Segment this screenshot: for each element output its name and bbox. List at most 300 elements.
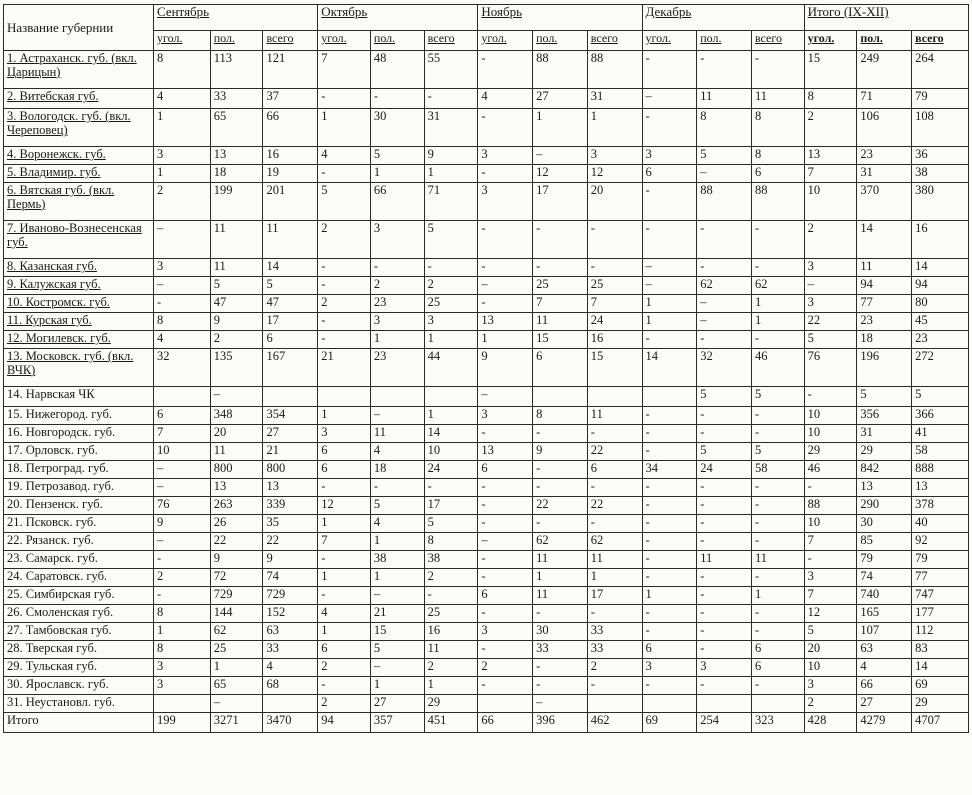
value-cell: 3 [804,677,857,695]
table-row [4,659,969,677]
value-cell: - [642,51,697,89]
value-cell: 76 [804,349,857,387]
table-row [4,479,969,497]
value-cell: - [697,587,752,605]
value-cell: 6 [263,331,318,349]
value-cell: - [697,641,752,659]
value-cell: 1 [318,623,371,641]
value-cell: – [642,277,697,295]
value-cell: - [751,677,804,695]
value-cell: - [370,479,424,497]
value-cell: - [642,331,697,349]
value-cell: 11 [587,407,642,425]
value-cell: - [478,641,533,659]
subheader-cell: всего [424,31,478,51]
value-cell: 2 [478,659,533,677]
value-cell: 8 [154,313,211,331]
province-name: 18. Петроград. губ. [4,461,154,479]
value-cell: 1 [370,533,424,551]
value-cell: 22 [533,497,588,515]
province-name: 28. Тверская губ. [4,641,154,659]
value-cell: 747 [912,587,969,605]
province-name: 13. Московск. губ. (вкл. ВЧК) [4,349,154,387]
value-cell: 4 [263,659,318,677]
value-cell: 11 [370,425,424,443]
value-cell: 1 [154,623,211,641]
value-cell: 21 [263,443,318,461]
table-row [4,259,969,277]
value-cell: 199 [154,713,211,733]
value-cell: 88 [751,183,804,221]
value-cell: 5 [370,147,424,165]
value-cell: 44 [424,349,478,387]
value-cell: 18 [857,331,912,349]
value-cell: 29 [424,695,478,713]
value-cell: 58 [912,443,969,461]
value-cell: - [697,605,752,623]
value-cell: 66 [370,183,424,221]
value-cell: 428 [804,713,857,733]
value-cell: 135 [210,349,263,387]
subheader-cell: угол. [154,31,211,51]
value-cell: 62 [533,533,588,551]
value-cell: – [478,387,533,407]
province-name: 23. Самарск. губ. [4,551,154,569]
value-cell: 11 [263,221,318,259]
value-cell: - [478,425,533,443]
value-cell: 24 [424,461,478,479]
value-cell: 3271 [210,713,263,733]
value-cell: 2 [587,659,642,677]
value-cell: 1 [318,515,371,533]
province-name: 20. Пензенск. губ. [4,497,154,515]
value-cell: - [154,587,211,605]
value-cell: 36 [912,147,969,165]
value-cell: - [642,605,697,623]
value-cell: 27 [370,695,424,713]
value-cell: 107 [857,623,912,641]
table-row [4,623,969,641]
table-row [4,109,969,147]
value-cell: 3 [478,623,533,641]
province-name: 3. Вологодск. губ. (вкл. Череповец) [4,109,154,147]
value-cell: 19 [263,165,318,183]
value-cell: 1 [424,407,478,425]
value-cell: 6 [533,349,588,387]
value-cell: 11 [533,313,588,331]
value-cell: 3 [154,259,211,277]
value-cell: 7 [804,533,857,551]
value-cell: 348 [210,407,263,425]
province-name: 10. Костромск. губ. [4,295,154,313]
value-cell: 1 [751,295,804,313]
value-cell: 77 [857,295,912,313]
province-name: 21. Псковск. губ. [4,515,154,533]
value-cell: - [318,479,371,497]
header-month-december: Декабрь [642,5,804,31]
table-row [4,221,969,259]
value-cell: 8 [804,89,857,109]
table-row [4,277,969,295]
value-cell: 9 [210,313,263,331]
value-cell: - [642,515,697,533]
value-cell: 113 [210,51,263,89]
value-cell: 1 [533,109,588,147]
value-cell: 7 [587,295,642,313]
value-cell: 27 [533,89,588,109]
value-cell: - [478,109,533,147]
value-cell: - [587,221,642,259]
value-cell: - [154,551,211,569]
value-cell [478,695,533,713]
value-cell: 354 [263,407,318,425]
value-cell: - [424,479,478,497]
total-row [4,713,969,733]
value-cell: 11 [210,259,263,277]
value-cell: 6 [642,641,697,659]
value-cell: 1 [642,587,697,605]
value-cell: - [642,569,697,587]
value-cell: 33 [533,641,588,659]
value-cell: - [533,221,588,259]
value-cell: – [154,461,211,479]
value-cell: 10 [804,407,857,425]
value-cell: 17 [424,497,478,515]
value-cell: 12 [533,165,588,183]
value-cell: 1 [587,109,642,147]
value-cell: - [478,259,533,277]
table-row [4,641,969,659]
value-cell: 24 [697,461,752,479]
value-cell: 3 [478,147,533,165]
value-cell: 462 [587,713,642,733]
value-cell: 8 [154,605,211,623]
value-cell: - [697,533,752,551]
value-cell: 9 [210,551,263,569]
subheader-cell: пол. [370,31,424,51]
value-cell: 357 [370,713,424,733]
value-cell: - [478,165,533,183]
value-cell: - [751,515,804,533]
value-cell: 66 [857,677,912,695]
header-name-column: Название губернии [4,5,154,51]
value-cell [642,387,697,407]
value-cell: 11 [751,551,804,569]
value-cell: 13 [263,479,318,497]
value-cell: 21 [370,605,424,623]
value-cell: 3 [154,659,211,677]
value-cell: - [424,259,478,277]
table-row [4,407,969,425]
province-name: 19. Петрозавод. губ. [4,479,154,497]
value-cell: 22 [210,533,263,551]
value-cell: 5 [857,387,912,407]
province-name: 8. Казанская губ. [4,259,154,277]
value-cell: 32 [154,349,211,387]
value-cell: - [697,425,752,443]
value-cell: 1 [370,165,424,183]
value-cell: 3 [697,659,752,677]
value-cell: 11 [857,259,912,277]
value-cell: 47 [210,295,263,313]
value-cell: 6 [587,461,642,479]
subheader-cell: пол. [533,31,588,51]
value-cell: 2 [804,695,857,713]
value-cell: 3 [154,677,211,695]
value-cell: 1 [370,569,424,587]
value-cell: 30 [533,623,588,641]
value-cell: 4 [318,605,371,623]
value-cell: 451 [424,713,478,733]
value-cell: 196 [857,349,912,387]
table-row [4,313,969,331]
value-cell: 25 [424,605,478,623]
value-cell: 5 [370,641,424,659]
value-cell: 31 [587,89,642,109]
value-cell: 1 [318,407,371,425]
value-cell: - [478,515,533,533]
value-cell: 85 [857,533,912,551]
value-cell: - [533,479,588,497]
value-cell [370,387,424,407]
value-cell: 23 [370,349,424,387]
value-cell: 11 [697,89,752,109]
value-cell: 13 [804,147,857,165]
value-cell: 5 [751,387,804,407]
value-cell: 1 [370,331,424,349]
subheader-cell: угол. [478,31,533,51]
value-cell: - [751,569,804,587]
value-cell: - [751,259,804,277]
value-cell: 2 [154,183,211,221]
value-cell: 15 [804,51,857,89]
value-cell: 41 [912,425,969,443]
value-cell: 16 [587,331,642,349]
value-cell: 1 [751,313,804,331]
province-name: 31. Неустановл. губ. [4,695,154,713]
value-cell: 2 [318,295,371,313]
value-cell: 40 [912,515,969,533]
value-cell: 9 [478,349,533,387]
value-cell: - [370,89,424,109]
value-cell: 108 [912,109,969,147]
value-cell: 10 [804,183,857,221]
value-cell: 263 [210,497,263,515]
province-name: 30. Ярославск. губ. [4,677,154,695]
value-cell: 15 [587,349,642,387]
value-cell: 152 [263,605,318,623]
table-row [4,551,969,569]
value-cell [154,695,211,713]
value-cell: 35 [263,515,318,533]
value-cell: - [587,425,642,443]
table-row [4,387,969,407]
value-cell: 88 [697,183,752,221]
value-cell: 6 [318,443,371,461]
value-cell [263,387,318,407]
value-cell: - [642,443,697,461]
value-cell: 16 [263,147,318,165]
value-cell: 5 [370,497,424,515]
value-cell: 31 [424,109,478,147]
value-cell [587,387,642,407]
statistics-table [3,4,969,733]
value-cell: - [697,407,752,425]
value-cell: 5 [263,277,318,295]
value-cell: 66 [263,109,318,147]
value-cell: 4 [370,515,424,533]
value-cell: 13 [912,479,969,497]
value-cell: 5 [424,221,478,259]
value-cell: 11 [533,587,588,605]
province-name: 26. Смоленская губ. [4,605,154,623]
value-cell: 177 [912,605,969,623]
value-cell: 5 [751,443,804,461]
value-cell: 33 [587,641,642,659]
value-cell: 3470 [263,713,318,733]
value-cell: 16 [912,221,969,259]
province-name: 2. Витебская губ. [4,89,154,109]
value-cell: 23 [857,313,912,331]
value-cell: 7 [154,425,211,443]
value-cell: – [370,407,424,425]
value-cell: 15 [533,331,588,349]
value-cell: 6 [642,165,697,183]
value-cell: 1 [424,331,478,349]
subheader-cell: пол. [210,31,263,51]
value-cell: 22 [587,443,642,461]
value-cell: 4707 [912,713,969,733]
value-cell: 74 [263,569,318,587]
value-cell: 94 [857,277,912,295]
value-cell: 12 [587,165,642,183]
province-name: 6. Вятская губ. (вкл. Пермь) [4,183,154,221]
value-cell: 33 [210,89,263,109]
value-cell: 20 [210,425,263,443]
province-name: 9. Калужская губ. [4,277,154,295]
value-cell: - [642,551,697,569]
value-cell: 10 [154,443,211,461]
value-cell: 7 [533,295,588,313]
value-cell: 71 [857,89,912,109]
value-cell [697,695,752,713]
value-cell: 888 [912,461,969,479]
value-cell: 10 [424,443,478,461]
value-cell: 6 [751,659,804,677]
value-cell: 12 [318,497,371,515]
value-cell: 13 [210,147,263,165]
province-name: 22. Рязанск. губ. [4,533,154,551]
value-cell: - [642,479,697,497]
value-cell [154,387,211,407]
value-cell: 25 [424,295,478,313]
value-cell: 37 [263,89,318,109]
province-name: 7. Иваново-Вознесенская губ. [4,221,154,259]
value-cell: 11 [533,551,588,569]
table-row [4,587,969,605]
value-cell: 66 [478,713,533,733]
value-cell: – [478,533,533,551]
value-cell: 6 [751,641,804,659]
value-cell: 15 [370,623,424,641]
value-cell: 38 [370,551,424,569]
value-cell: 48 [370,51,424,89]
value-cell: 5 [697,387,752,407]
value-cell: – [154,277,211,295]
value-cell: - [318,89,371,109]
value-cell: 18 [370,461,424,479]
value-cell: 3 [478,407,533,425]
province-name: 12. Могилевск. губ. [4,331,154,349]
value-cell: 14 [912,659,969,677]
value-cell: 6 [478,461,533,479]
value-cell: 38 [424,551,478,569]
value-cell: - [697,331,752,349]
value-cell: 69 [912,677,969,695]
value-cell: - [642,497,697,515]
value-cell: - [697,623,752,641]
value-cell: 14 [642,349,697,387]
value-cell: 92 [912,533,969,551]
province-name: 17. Орловск. губ. [4,443,154,461]
value-cell: - [642,109,697,147]
value-cell: 165 [857,605,912,623]
value-cell: 20 [587,183,642,221]
subheader-cell: всего [912,31,969,51]
value-cell: 55 [424,51,478,89]
value-cell: 2 [318,221,371,259]
table-row [4,183,969,221]
value-cell: 2 [154,569,211,587]
value-cell: 46 [804,461,857,479]
value-cell: 88 [587,51,642,89]
value-cell: 62 [210,623,263,641]
table-row [4,147,969,165]
province-name: 15. Нижегород. губ. [4,407,154,425]
value-cell: 1 [318,109,371,147]
subheader-cell: угол. [318,31,371,51]
value-cell: 17 [533,183,588,221]
value-cell: 1 [642,313,697,331]
value-cell: 842 [857,461,912,479]
table-row [4,695,969,713]
value-cell: – [478,277,533,295]
value-cell: 16 [424,623,478,641]
table-row [4,461,969,479]
value-cell: 3 [154,147,211,165]
value-cell: 199 [210,183,263,221]
value-cell: 8 [154,641,211,659]
value-cell: - [587,677,642,695]
value-cell: 1 [210,659,263,677]
value-cell: - [318,331,371,349]
value-cell: 88 [533,51,588,89]
value-cell: 3 [318,425,371,443]
value-cell: 3 [370,221,424,259]
value-cell: 740 [857,587,912,605]
value-cell: 10 [804,425,857,443]
province-name: 25. Симбирская губ. [4,587,154,605]
value-cell: 58 [751,461,804,479]
value-cell: - [478,551,533,569]
value-cell [424,387,478,407]
value-cell: 2 [318,659,371,677]
value-cell: 80 [912,295,969,313]
value-cell: 1 [642,295,697,313]
value-cell: 729 [210,587,263,605]
subheader-cell: угол. [804,31,857,51]
value-cell: - [804,551,857,569]
